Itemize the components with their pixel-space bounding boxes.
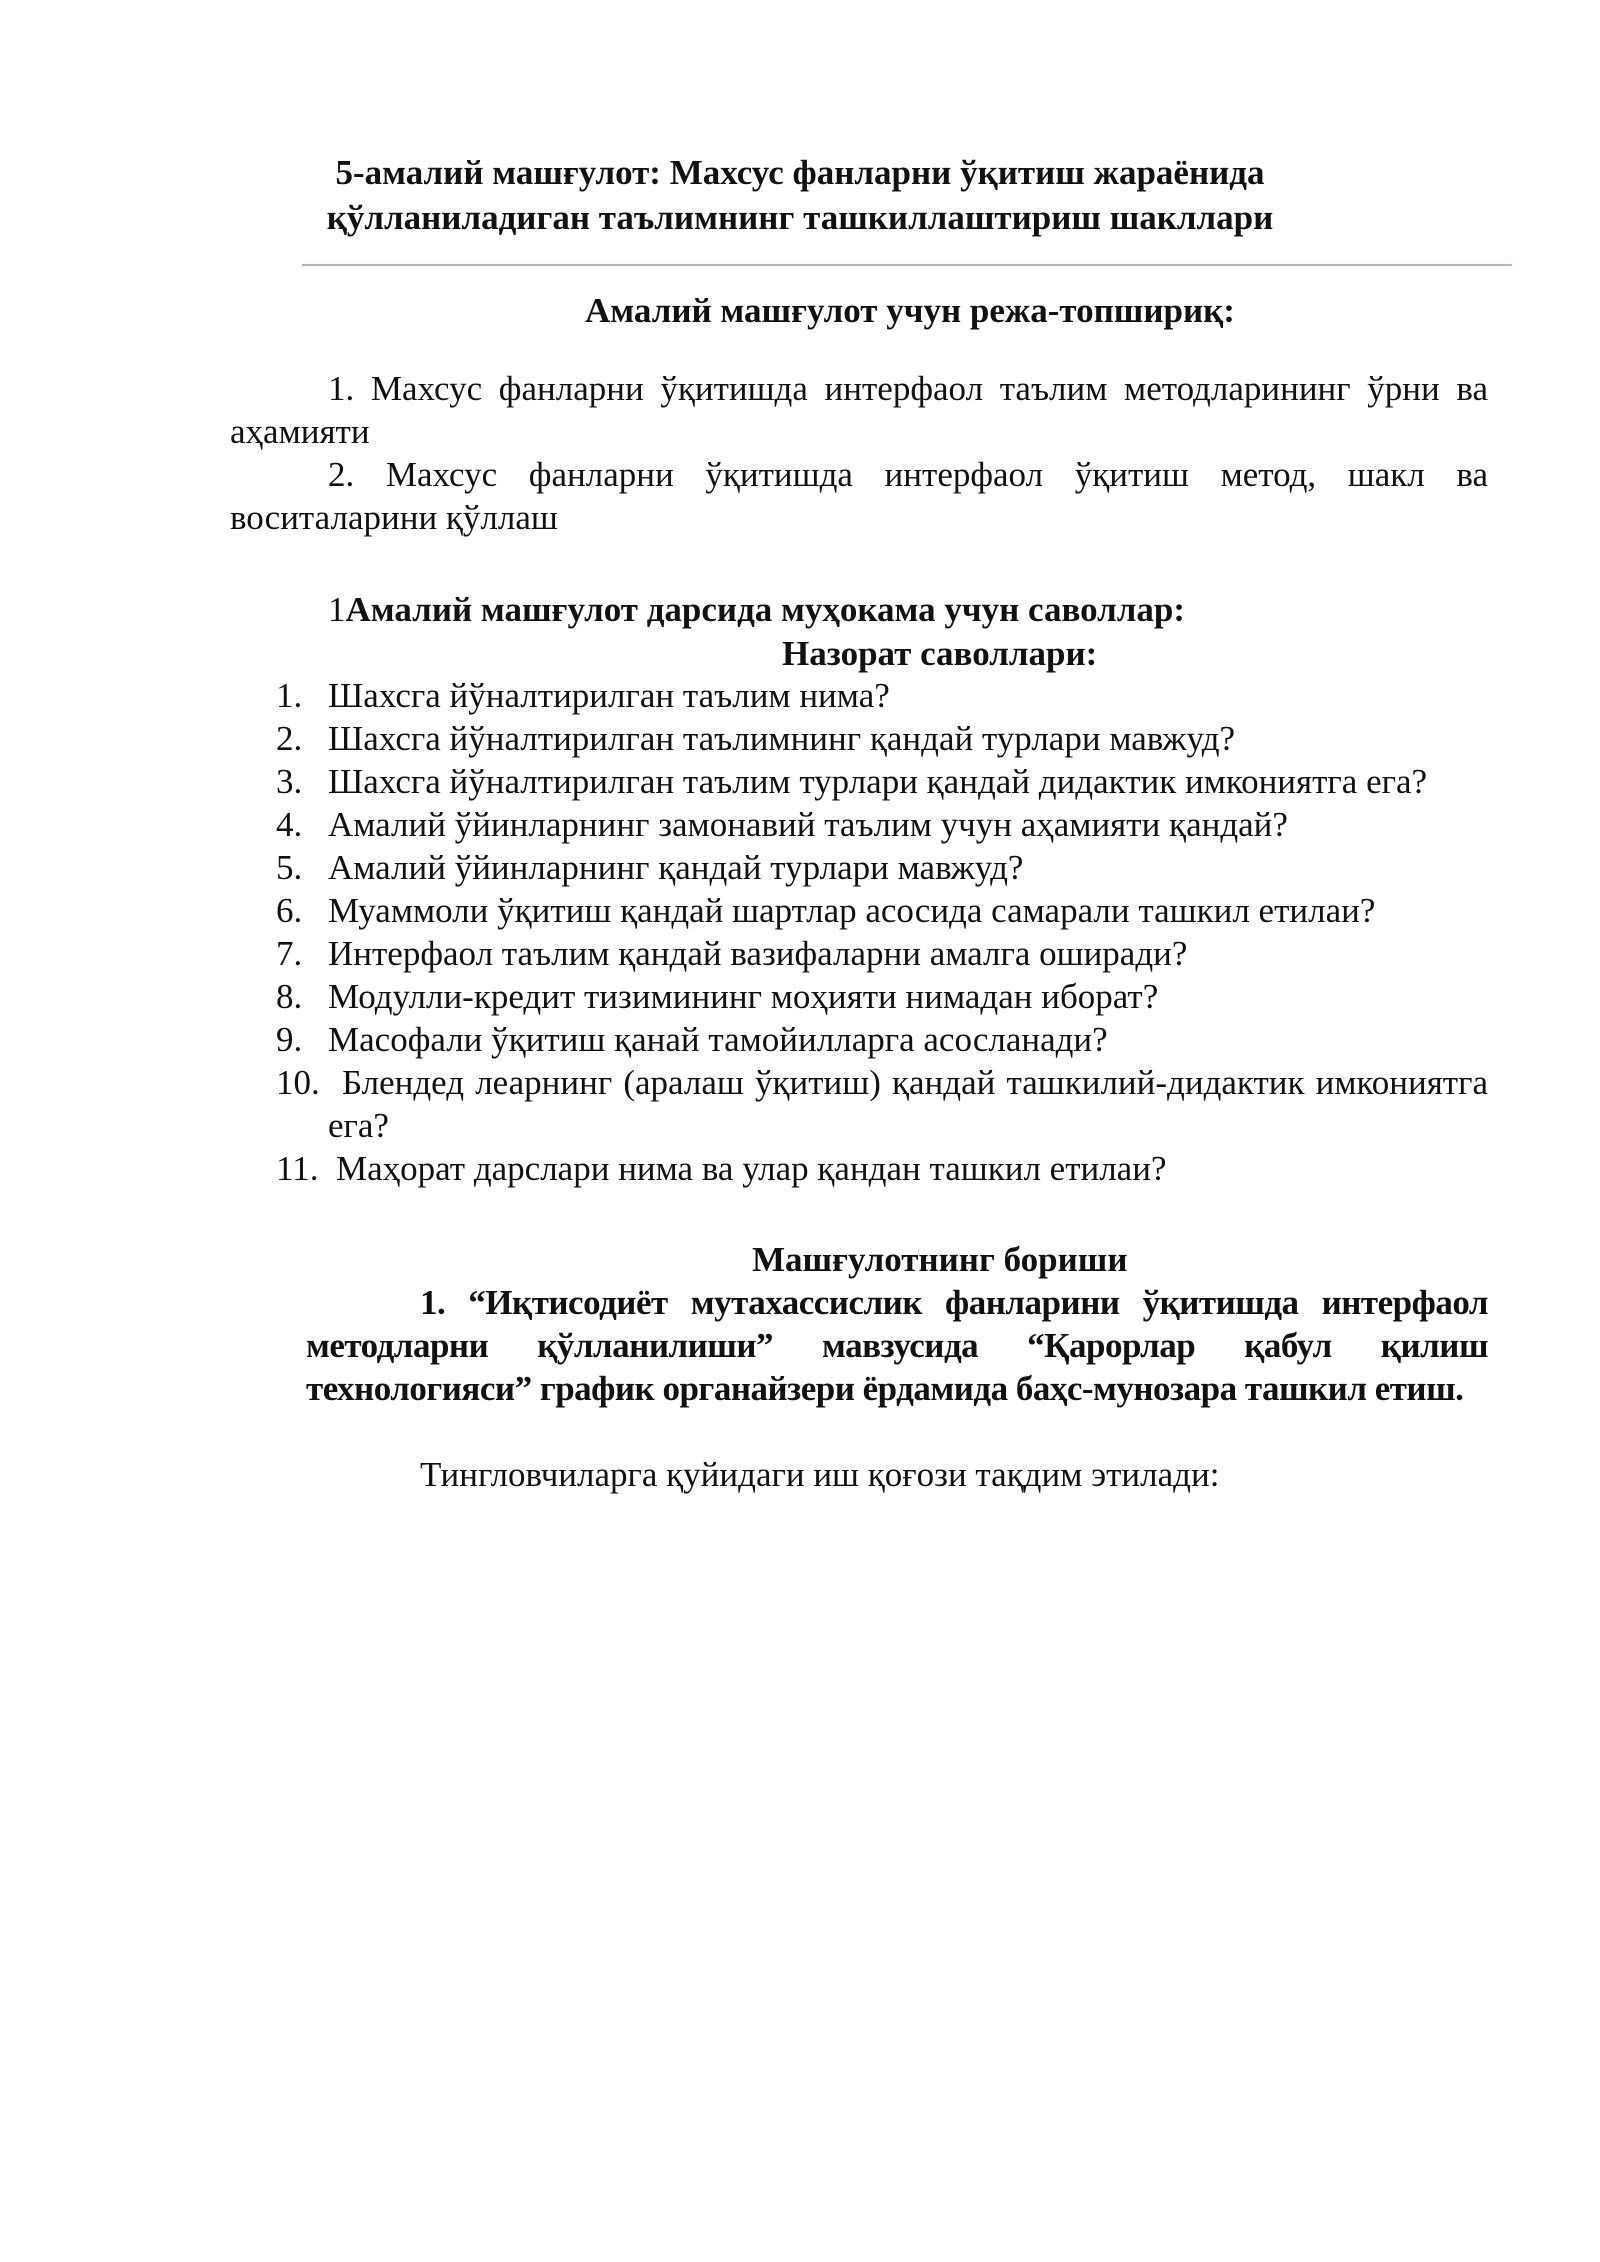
page-title [230,150,1370,240]
plan-item-2 [230,453,1488,539]
list-item-text: Шахсга йўналтирилган таълимнинг қандай турлари мавжуд? [328,719,1236,758]
list-item-number: 11. [276,1149,319,1188]
control-questions-heading: Назорат саволлари: [782,634,1098,673]
list-item-number: 9. [276,1020,303,1059]
plan-item-1-text: 1. Махсус фанларни ўқитишда интерфаол таълим методларининг ўрни ва аҳамияти [230,369,1488,451]
list-item-text: Модулли-кредит тизимининг моҳияти нимадан иборат? [328,977,1159,1016]
list-item-number: 8. [276,977,303,1016]
list-item [276,1061,1488,1147]
list-item-text: Интерфаол таълим қандай вазифаларни амалга оширади? [328,934,1188,973]
list-item [276,1018,1488,1061]
list-item-text: Амалий ўйинларнинг қандай турлари мавжуд? [328,848,1024,887]
plan-item-1 [230,367,1488,453]
discussion-heading-text: Амалий машғулот дарсида муҳокама учун саволлар: [345,590,1186,629]
list-item [276,932,1488,975]
list-item-number: 10. [276,1063,320,1102]
list-item-text: Шахсга йўналтирилган таълим турлари қандай дидактик имкониятга ега? [328,762,1428,801]
list-item-number: 3. [276,762,303,801]
list-item-text: Масофали ўқитиш қанай тамойилларга асосланади? [328,1020,1108,1059]
list-item-number: 6. [276,891,303,930]
task-paragraph [306,1281,1488,1410]
handout-line: Тингловчиларга қуйидаги иш қоғози тақдим этилади: [420,1455,1220,1494]
title-divider [302,264,1512,266]
list-item [276,674,1488,717]
list-item [276,717,1488,760]
plan-heading: Амалий машғулот учун режа-топшириқ: [585,291,1235,330]
plan-item-2-text: 2. Махсус фанларни ўқитишда интерфаол ўқитиш метод, шакл ва воситаларини қўллаш [230,455,1488,537]
list-item-text: Муаммоли ўқитиш қандай шартлар асосида самарали ташкил етилаи? [328,891,1376,930]
list-item-number: 7. [276,934,303,973]
list-item [276,760,1488,803]
list-item-text: Амалий ўйинларнинг замонавий таълим учун аҳамияти қандай? [328,805,1288,844]
course-heading: Машғулотнинг бориши [752,1240,1128,1279]
list-item [276,1147,1488,1190]
list-item-text: Маҳорат дарслари нима ва улар қандан ташкил етилаи? [336,1149,1167,1188]
list-item [276,975,1488,1018]
discussion-heading-number: 1 [328,590,346,629]
discussion-questions-heading [328,588,1185,631]
list-item-number: 5. [276,848,303,887]
list-item-number: 2. [276,719,303,758]
list-item-number: 1. [276,676,303,715]
title-line-2: қўлланиладиган таълимнинг ташкиллаштириш шакллари [326,198,1274,237]
list-item-text: Блендед леарнинг (аралаш ўқитиш) қандай ташкилий-дидактик имкониятга ега? [328,1063,1488,1145]
list-item [276,889,1488,932]
title-line-1: 5-амалий машғулот: Махсус фанларни ўқитиш жараёнида [335,153,1265,192]
list-item [276,803,1488,846]
list-item-text: Шахсга йўналтирилган таълим нима? [328,676,890,715]
control-questions-list [276,674,1488,1190]
list-item [276,846,1488,889]
task-text: 1. “Иқтисодиёт мутахассислик фанларини ўқитишда интерфаол методларни қўлланилиши” мавзусида “Қарорлар қабул қилиш технологияси” график органайзери ёрдамида баҳс-мунозара ташкил етиш. [306,1283,1488,1408]
list-item-number: 4. [276,805,303,844]
